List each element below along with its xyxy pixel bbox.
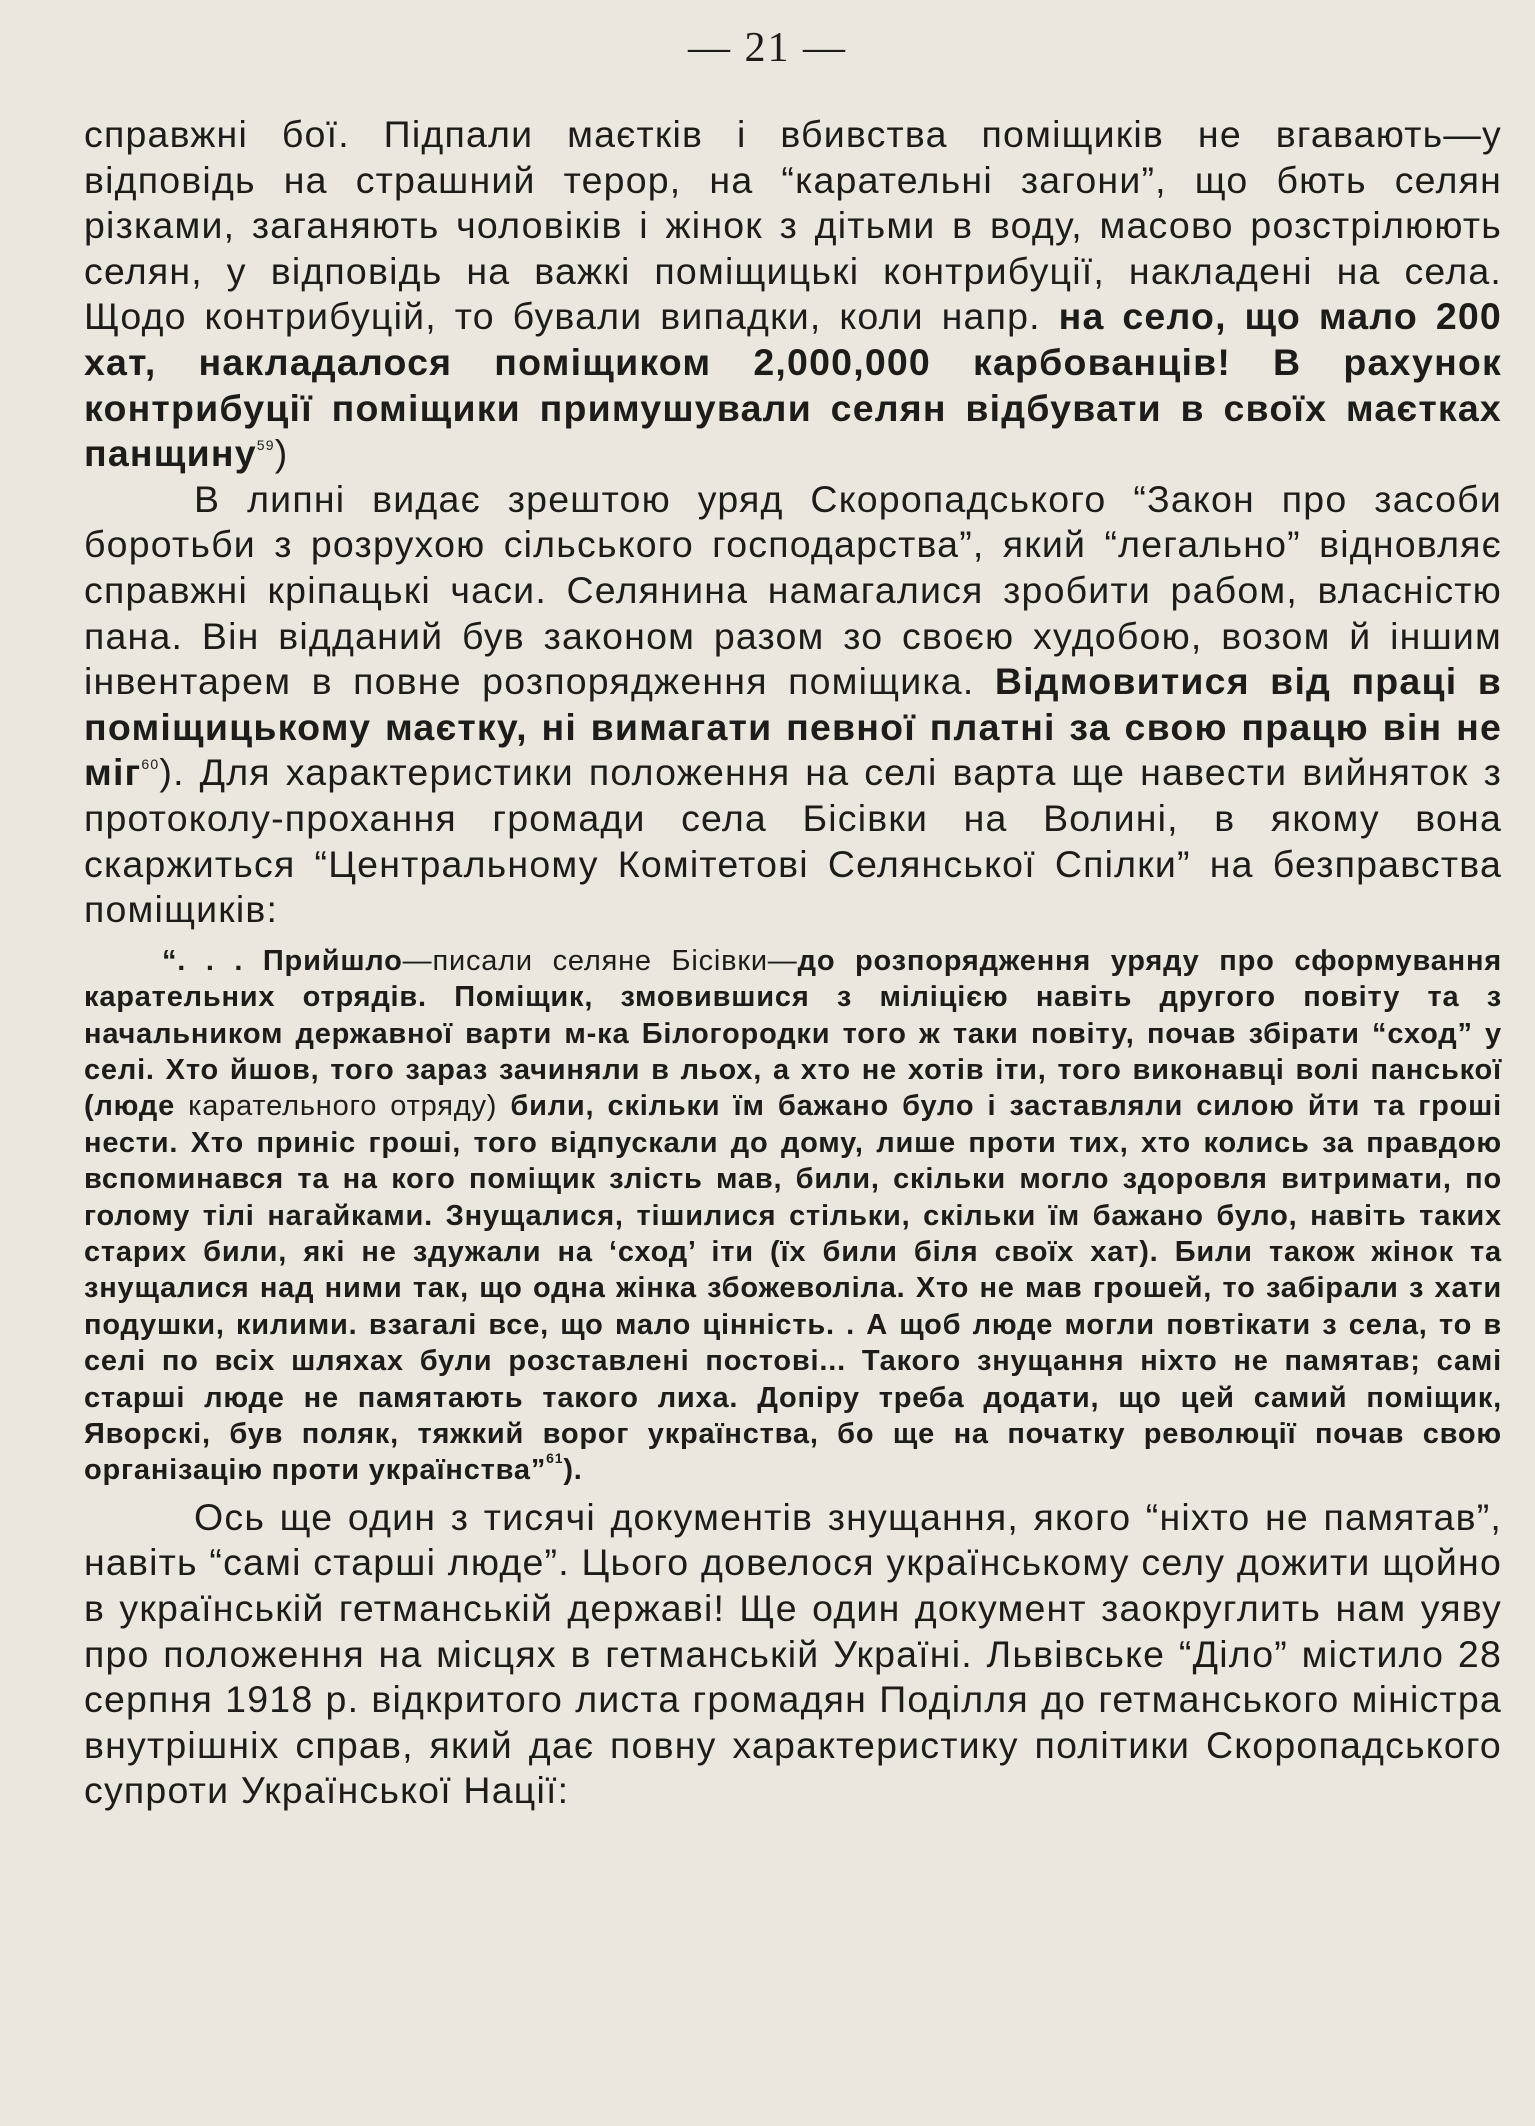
quote-aside: карательного отряду) bbox=[188, 1090, 498, 1123]
paragraph-1-end: ) bbox=[274, 432, 289, 475]
paragraph-2-text: В липні видає зрештою уряд Скоропадського “Закон про засоби боротьби з розрухою сільського господарства”, який “легально” відновляє справжні кріпацькі часи. Селянина намагалися зробити рабом, власністю пана. Він відданий був законом разом зо своєю худобою, возом й іншим інвентарем в повне розпорядження поміщика. bbox=[84, 477, 1502, 703]
quote-end: ). bbox=[563, 1454, 583, 1487]
paragraph-3: Ось ще один з тисячі документів знущання, якого “ніхто не памятав”, навіть “самі старші люде”. Цього довелося українському селу дожити щойно в українській гетманській державі! Ще один документ заокруглить нам уяву про положення на місцях в гетманській Україні. Львівське “Діло” містило 28 серпня 1918 р. відкритого листа громадян Поділля до гетманського міністра внутрішніх справ, який дає повну характеристику політики Скоропадського супроти Української Нації: bbox=[84, 1495, 1502, 1812]
paragraph-1 bbox=[84, 112, 1502, 477]
paragraph-1-bold: на село, що мало 200 хат, накладалося поміщиком 2,000,000 карбованців! В рахунок контрибуції поміщики примушували селян відбувати в своїх маєтках панщину bbox=[84, 295, 1502, 475]
quote-opening: “. . . Прийшло bbox=[162, 944, 403, 977]
block-quote bbox=[84, 943, 1502, 1489]
quote-text-2: били, скільки їм бажано було і заставляли силою йти та гроші нести. Хто приніс гроші, того відпускали до дому, лише проти тих, хто колись за правдою вспоминався та на кого поміщик злість мав, били, скільки могло здоровля витримати, по голому тілі нагайками. Знущалися, тішилися стільки, скільки їм бажано було, навіть таких старих били, які не здужали на ‘сход’ іти (їх били біля своїх хат). Били також жінок та знущалися над ними так, що одна жінка збожеволіла. Хто не мав грошей, то забірали з хати подушки, килими. взагалі все, що мало цінність. . А щоб люде могли повтікати з села, то в селі по всіх шляхах були розставлені постові... Такого знущання ніхто не памятав; самі старші люде не памятають такого лиха. Допіру треба додати, що цей самий поміщик, Яворскі, був поляк, тяжкий ворог українства, бо ще на початку революції почав свою організацію проти українства” bbox=[84, 1090, 1502, 1487]
footnote-ref-60: 60 bbox=[141, 756, 160, 773]
quote-attribution: —писали селяне Бісівки— bbox=[402, 944, 798, 977]
page-number: — 21 — bbox=[688, 25, 847, 71]
paragraph-1-text: справжні бої. Підпали маєтків і вбивства поміщиків не вгавають—у відповідь на страшний терор, на “карательні загони”, що бють селян різками, заганяють чоловіків і жінок з дітьми в воду, масово розстрілюють селян, у відповідь на важкі поміщицькі контрибуції, накладені на села. Щодо контрибуцій, то бували випадки, коли напр. bbox=[84, 113, 1502, 338]
paragraph-2-bold: Відмовитися від праці в поміщицькому маєтку, ні вимагати певної платні за свою працю він не міг bbox=[84, 660, 1502, 794]
quote-text-1: до розпорядження уряду про сформування карательних отрядів. Поміщик, змовившися з міліцією навіть другого повіту та з начальником державної варти м-ка Білогородки того ж таки повіту, почав збірати “сход” у селі. Хто йшов, того зараз зачиняли в льох, а хто не хотів іти, того виконавці волі панської (люде bbox=[84, 944, 1503, 1123]
footnote-ref-61: 61 bbox=[546, 1450, 564, 1467]
paragraph-2-end: ). Для характеристики положення на селі варта ще навести вийняток з протоколу-прохання громади села Бісівки на Волині, в якому вона скаржиться “Центральному Комітетові Селянської Спілки” на безправства поміщиків: bbox=[84, 751, 1502, 931]
text-column bbox=[84, 112, 1502, 1814]
footnote-ref-59: 59 bbox=[256, 437, 275, 454]
paragraph-2 bbox=[84, 477, 1502, 933]
